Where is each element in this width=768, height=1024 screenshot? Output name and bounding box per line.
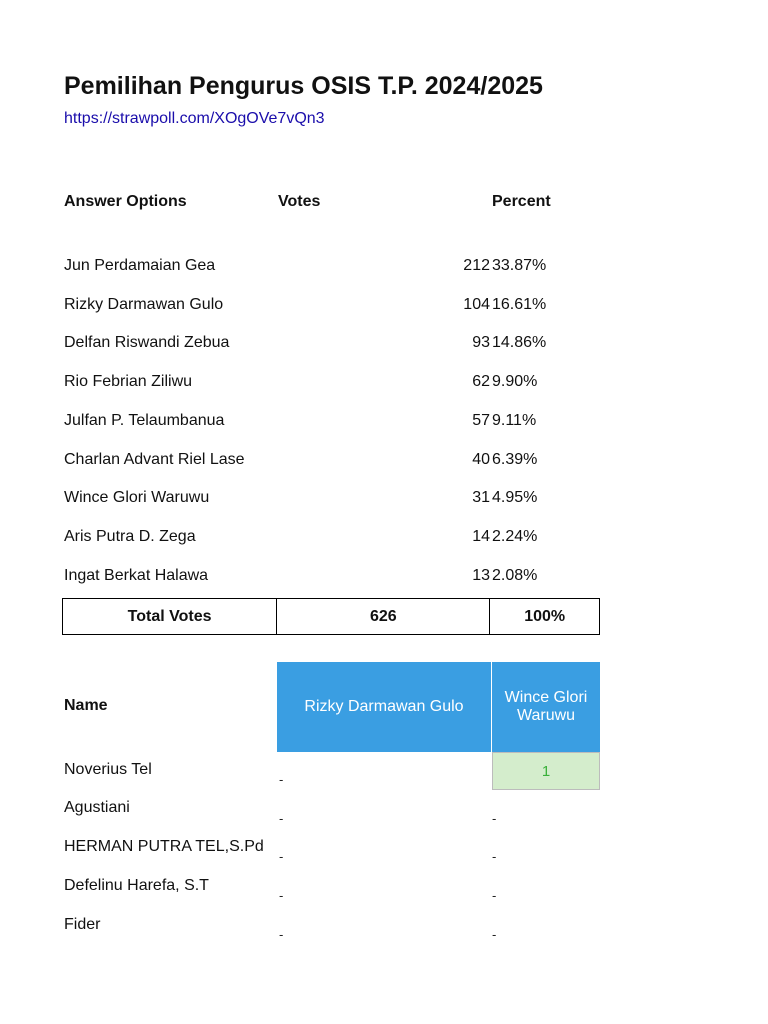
option-votes: 62 — [472, 373, 490, 390]
option-percent: 9.11% — [492, 412, 537, 429]
option-votes: 104 — [463, 296, 490, 313]
option-votes: 13 — [472, 567, 490, 584]
option-votes: 31 — [472, 489, 490, 506]
option-name: Rizky Darmawan Gulo — [64, 296, 224, 313]
header-percent: Percent — [492, 193, 551, 210]
vote-cell-empty: - — [279, 888, 284, 903]
result-row — [0, 451, 768, 475]
total-percent: 100% — [524, 607, 566, 625]
strawpoll-link[interactable]: https://strawpoll.com/XOgOVe7vQn3 — [64, 110, 325, 127]
option-name: Aris Putra D. Zega — [64, 528, 196, 545]
result-row — [0, 296, 768, 320]
option-percent: 16.61% — [492, 296, 547, 313]
voter-name: Fider — [64, 916, 101, 933]
result-row — [0, 412, 768, 436]
document-title: Pemilihan Pengurus OSIS T.P. 2024/2025 — [64, 72, 543, 100]
option-percent: 6.39% — [492, 451, 538, 468]
result-row — [0, 373, 768, 397]
voter-name: Agustiani — [64, 799, 130, 816]
vote-cell-empty: - — [492, 888, 497, 903]
option-votes: 40 — [472, 451, 490, 468]
option-votes: 212 — [463, 257, 490, 274]
header-answer-options: Answer Options — [64, 193, 187, 210]
vote-cell-empty: - — [492, 849, 497, 864]
result-row — [0, 334, 768, 358]
vote-cell-empty: - — [279, 927, 284, 942]
result-row — [0, 528, 768, 552]
vote-cell-empty: - — [492, 811, 497, 826]
option-name: Charlan Advant Riel Lase — [64, 451, 245, 468]
option-name: Julfan P. Telaumbanua — [64, 412, 225, 429]
total-label: Total Votes — [63, 599, 277, 634]
vote-cell-empty: - — [279, 849, 284, 864]
candidate-header-rizky: Rizky Darmawan Gulo — [277, 662, 491, 752]
vote-cell-marked: 1 — [492, 752, 600, 790]
option-name: Ingat Berkat Halawa — [64, 567, 209, 584]
option-name: Delfan Riswandi Zebua — [64, 334, 230, 351]
option-name: Wince Glori Waruwu — [64, 489, 210, 506]
total-votes-row — [62, 598, 600, 635]
option-name: Jun Perdamaian Gea — [64, 257, 216, 274]
header-votes: Votes — [278, 193, 321, 210]
vote-cell-empty: - — [279, 811, 284, 826]
candidate-header-wince: Wince Glori Waruwu — [492, 662, 600, 752]
option-percent: 2.24% — [492, 528, 538, 545]
result-row — [0, 489, 768, 513]
name-header: Name — [64, 697, 108, 714]
voter-name: HERMAN PUTRA TEL,S.Pd — [64, 838, 264, 855]
option-percent: 2.08% — [492, 567, 538, 584]
result-row — [0, 567, 768, 591]
result-row — [0, 257, 768, 281]
option-percent: 14.86% — [492, 334, 547, 351]
option-percent: 33.87% — [492, 257, 547, 274]
option-percent: 4.95% — [492, 489, 538, 506]
total-votes: 626 — [277, 599, 490, 634]
option-votes: 14 — [472, 528, 490, 545]
option-percent: 9.90% — [492, 373, 538, 390]
vote-cell-empty: - — [279, 772, 284, 787]
voter-name: Noverius Tel — [64, 761, 152, 778]
option-votes: 93 — [472, 334, 490, 351]
voter-name: Defelinu Harefa, S.T — [64, 877, 209, 894]
option-votes: 57 — [472, 412, 490, 429]
option-name: Rio Febrian Ziliwu — [64, 373, 193, 390]
vote-cell-empty: - — [492, 927, 497, 942]
